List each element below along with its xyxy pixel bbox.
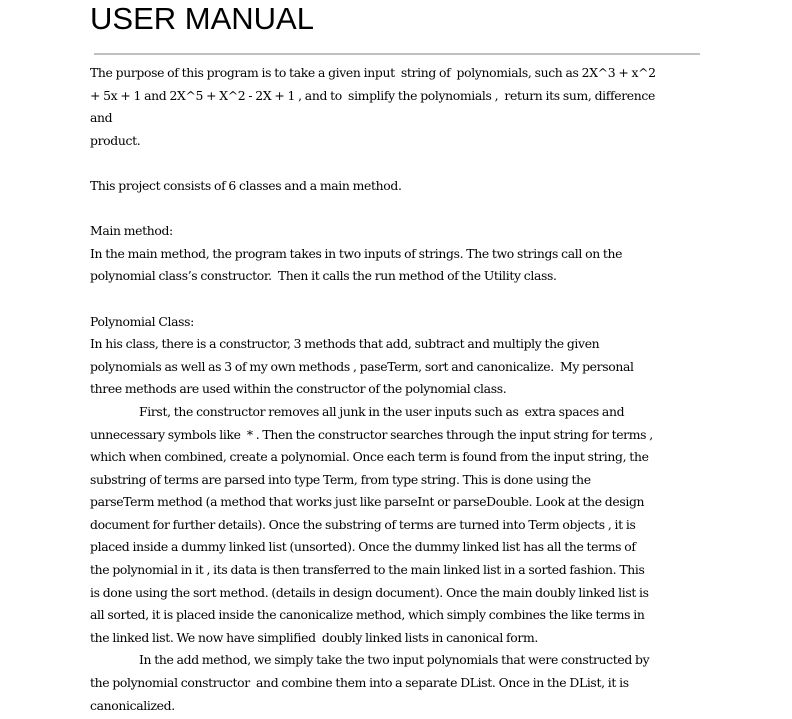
polynomial-class-line: polynomials as well as 3 of my own methods , paseTerm, sort and canonicalize. My personal bbox=[90, 358, 634, 374]
constructor-line: the polynomial in it , its data is then transferred to the main linked list in a sorted fashion. This bbox=[90, 562, 645, 578]
project-summary-paragraph bbox=[90, 175, 710, 198]
polynomial-class-heading: Polynomial Class: bbox=[90, 313, 194, 329]
main-method-section bbox=[90, 220, 710, 288]
intro-line: The purpose of this program is to take a given input string of polynomials, such as 2X^3 + x^2 bbox=[90, 65, 656, 80]
main-method-heading: Main method: bbox=[90, 223, 173, 239]
add-method-line: the polynomial constructor and combine them into a separate DList. Once in the DList, it is bbox=[90, 675, 629, 691]
constructor-line: placed inside a dummy linked list (unsorted). Once the dummy linked list has all the terms of bbox=[90, 539, 636, 555]
intro-line: and bbox=[90, 110, 113, 126]
paragraph-spacer bbox=[90, 288, 710, 311]
constructor-line: the linked list. We now have simplified doubly linked lists in canonical form. bbox=[90, 629, 538, 645]
intro-line: product. bbox=[90, 132, 141, 148]
main-method-line: In the main method, the program takes in two inputs of strings. The two strings call on the bbox=[90, 245, 623, 261]
main-method-line: polynomial class’s constructor. Then it calls the run method of the Utility class. bbox=[90, 268, 557, 284]
polynomial-class-line: In his class, there is a constructor, 3 methods that add, subtract and multiply the given bbox=[90, 336, 600, 352]
polynomial-class-line: three methods are used within the constructor of the polynomial class. bbox=[90, 381, 507, 397]
paragraph-spacer bbox=[90, 198, 710, 221]
summary-line: This project consists of 6 classes and a main method. bbox=[90, 177, 402, 193]
constructor-line: all sorted, it is placed inside the canonicalize method, which simply combines the like terms in bbox=[90, 607, 645, 623]
add-method-line: In the add method, we simply take the two input polynomials that were constructed by bbox=[139, 652, 650, 668]
document-title: USER MANUAL bbox=[90, 1, 314, 36]
polynomial-class-section bbox=[90, 311, 710, 718]
add-method-line: canonicalized. bbox=[90, 697, 175, 713]
document-body bbox=[90, 62, 710, 717]
constructor-line: is done using the sort method. (details in design document). Once the main doubly linked list is bbox=[90, 584, 649, 600]
constructor-line: which when combined, create a polynomial. Once each term is found from the input string, the bbox=[90, 449, 649, 465]
add-method-paragraph bbox=[90, 649, 710, 717]
constructor-line: substring of terms are parsed into type Term, from type string. This is done using the bbox=[90, 471, 591, 487]
constructor-line: parseTerm method (a method that works just like parseInt or parseDouble. Look at the design bbox=[90, 494, 645, 510]
intro-paragraph bbox=[90, 62, 710, 152]
title-divider bbox=[94, 53, 700, 55]
intro-line: + 5x + 1 and 2X^5 + X^2 - 2X + 1 , and to simplify the polynomials , return its sum, difference bbox=[90, 87, 655, 103]
constructor-paragraph bbox=[90, 401, 710, 650]
constructor-line: First, the constructor removes all junk in the user inputs such as extra spaces and bbox=[139, 403, 625, 419]
constructor-line: document for further details). Once the substring of terms are turned into Term objects , it is bbox=[90, 516, 636, 532]
paragraph-spacer bbox=[90, 152, 710, 175]
constructor-line: unnecessary symbols like * . Then the constructor searches through the input string for terms , bbox=[90, 426, 653, 442]
